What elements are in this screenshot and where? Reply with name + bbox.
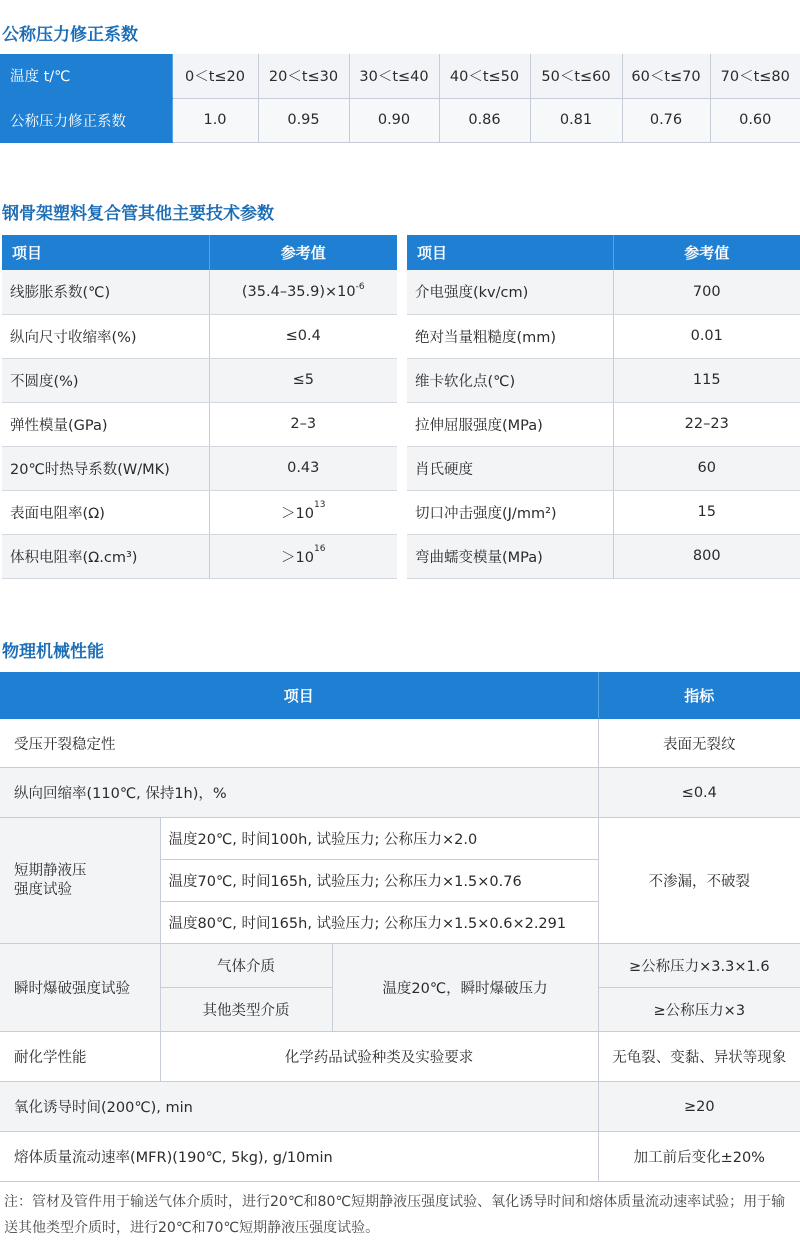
table-row	[0, 768, 800, 818]
item-cell: 肖氏硬度	[407, 446, 613, 490]
media-cell: 其他类型介质	[160, 988, 332, 1032]
item-cell: 线膨胀系数(℃)	[2, 270, 209, 314]
row-header-temperature: 温度 t/℃	[0, 54, 172, 98]
index-cell: 表面无裂纹	[598, 719, 800, 768]
value-cell: 2–3	[209, 402, 397, 446]
value-cell: ≤5	[209, 358, 397, 402]
value-text: (35.4–35.9)×10	[241, 283, 356, 300]
table-row	[0, 719, 800, 768]
value-cell: 800	[613, 534, 800, 578]
table-row	[0, 1032, 800, 1082]
condition-cell: 化学药品试验种类及实验要求	[160, 1032, 598, 1082]
value-cell: 115	[613, 358, 800, 402]
condition-cell: 温度70℃, 时间165h, 试验压力; 公称压力×1.5×0.76	[160, 860, 598, 902]
table-row	[0, 818, 800, 860]
table-row	[407, 534, 800, 578]
column-header-value: 参考值	[209, 235, 397, 270]
item-cell: 短期静液压 强度试验	[0, 818, 160, 944]
table-row	[407, 402, 800, 446]
item-cell: 纵向尺寸收缩率(%)	[2, 314, 209, 358]
table-row	[407, 446, 800, 490]
factor-cell: 1.0	[172, 98, 258, 142]
table-row	[2, 270, 397, 314]
temp-range-cell: 30＜t≤40	[349, 54, 439, 98]
table-row	[0, 1132, 800, 1182]
temp-range-cell: 60＜t≤70	[622, 54, 710, 98]
value-exponent: 13	[314, 499, 326, 510]
footnote: 注：管材及管件用于输送气体介质时，进行20℃和80℃短期静液压强度试验、氧化诱导时间和熔体质量流动速率试验；用于输送其他类型介质时，进行20℃和70℃短期静液压强度试验。	[4, 1194, 786, 1236]
item-cell: 氧化诱导时间(200℃), min	[0, 1082, 598, 1132]
column-header-item: 项目	[2, 235, 209, 270]
value-cell: 60	[613, 446, 800, 490]
value-cell	[209, 534, 397, 578]
item-cell: 受压开裂稳定性	[0, 719, 598, 768]
column-header-index: 指标	[598, 673, 800, 719]
table-row	[407, 358, 800, 402]
table-row	[2, 358, 397, 402]
item-cell: 20℃时热导系数(W/MK)	[2, 446, 209, 490]
column-header-item: 项目	[0, 673, 598, 719]
table-row	[0, 944, 800, 988]
table-row	[407, 490, 800, 534]
value-cell	[209, 270, 397, 314]
table-row	[2, 490, 397, 534]
table-row	[0, 54, 800, 98]
item-cell: 切口冲击强度(J/mm²)	[407, 490, 613, 534]
temp-range-cell: 20＜t≤30	[258, 54, 349, 98]
item-cell: 弯曲蠕变模量(MPa)	[407, 534, 613, 578]
table-row	[407, 314, 800, 358]
value-text: ＞10	[281, 505, 314, 522]
pressure-correction-table	[0, 54, 800, 143]
params-table-right	[407, 235, 800, 579]
value-text: ＞10	[281, 549, 314, 566]
condition-cell: 温度20℃, 时间100h, 试验压力; 公称压力×2.0	[160, 818, 598, 860]
section-title-pressure-correction: 公称压力修正系数	[2, 25, 138, 45]
factor-cell: 0.76	[622, 98, 710, 142]
item-cell: 熔体质量流动速率(MFR)(190℃, 5kg), g/10min	[0, 1132, 598, 1182]
value-exponent: -6	[355, 281, 365, 292]
item-cell: 介电强度(kv/cm)	[407, 270, 613, 314]
temp-range-cell: 40＜t≤50	[439, 54, 530, 98]
item-cell: 表面电阻率(Ω)	[2, 490, 209, 534]
condition-cell: 温度80℃, 时间165h, 试验压力; 公称压力×1.5×0.6×2.291	[160, 902, 598, 944]
factor-cell: 0.60	[710, 98, 800, 142]
value-cell: 0.43	[209, 446, 397, 490]
item-cell: 不圆度(%)	[2, 358, 209, 402]
item-cell: 纵向回缩率(110℃, 保持1h)，%	[0, 768, 598, 818]
table-row	[2, 446, 397, 490]
factor-cell: 0.95	[258, 98, 349, 142]
table-row	[407, 270, 800, 314]
item-cell: 拉伸屈服强度(MPa)	[407, 402, 613, 446]
section-title-mechanical: 物理机械性能	[2, 642, 104, 662]
index-cell: ≤0.4	[598, 768, 800, 818]
value-cell: 15	[613, 490, 800, 534]
value-exponent: 16	[314, 543, 326, 554]
value-cell	[209, 490, 397, 534]
column-header-value: 参考值	[613, 235, 800, 270]
table-row	[0, 98, 800, 142]
factor-cell: 0.90	[349, 98, 439, 142]
value-cell: 700	[613, 270, 800, 314]
index-cell: ≥公称压力×3	[598, 988, 800, 1032]
params-table-left	[2, 235, 397, 579]
table-row	[2, 534, 397, 578]
table-row	[2, 314, 397, 358]
value-cell: ≤0.4	[209, 314, 397, 358]
item-cell: 弹性模量(GPa)	[2, 402, 209, 446]
table-row	[2, 402, 397, 446]
item-cell: 耐化学性能	[0, 1032, 160, 1082]
item-cell: 维卡软化点(℃)	[407, 358, 613, 402]
temp-range-cell: 70＜t≤80	[710, 54, 800, 98]
temp-range-cell: 0＜t≤20	[172, 54, 258, 98]
index-cell: ≥20	[598, 1082, 800, 1132]
media-cell: 气体介质	[160, 944, 332, 988]
value-cell: 0.01	[613, 314, 800, 358]
condition-cell: 温度20℃，瞬时爆破压力	[332, 944, 598, 1032]
value-cell: 22–23	[613, 402, 800, 446]
item-cell: 体积电阻率(Ω.cm³)	[2, 534, 209, 578]
index-cell: 不渗漏，不破裂	[598, 818, 800, 944]
mechanical-properties-table	[0, 672, 800, 1182]
table-header-row	[2, 235, 397, 270]
factor-cell: 0.86	[439, 98, 530, 142]
table-row	[0, 1082, 800, 1132]
table-header-row	[407, 235, 800, 270]
index-cell: 无龟裂、变黏、异状等现象	[598, 1032, 800, 1082]
row-header-correction-factor: 公称压力修正系数	[0, 98, 172, 142]
item-cell: 绝对当量粗糙度(mm)	[407, 314, 613, 358]
factor-cell: 0.81	[530, 98, 622, 142]
temp-range-cell: 50＜t≤60	[530, 54, 622, 98]
column-header-item: 项目	[407, 235, 613, 270]
item-cell: 瞬时爆破强度试验	[0, 944, 160, 1032]
index-cell: 加工前后变化±20%	[598, 1132, 800, 1182]
index-cell: ≥公称压力×3.3×1.6	[598, 944, 800, 988]
table-header-row	[0, 673, 800, 719]
section-title-technical-params: 钢骨架塑料复合管其他主要技术参数	[2, 204, 274, 224]
